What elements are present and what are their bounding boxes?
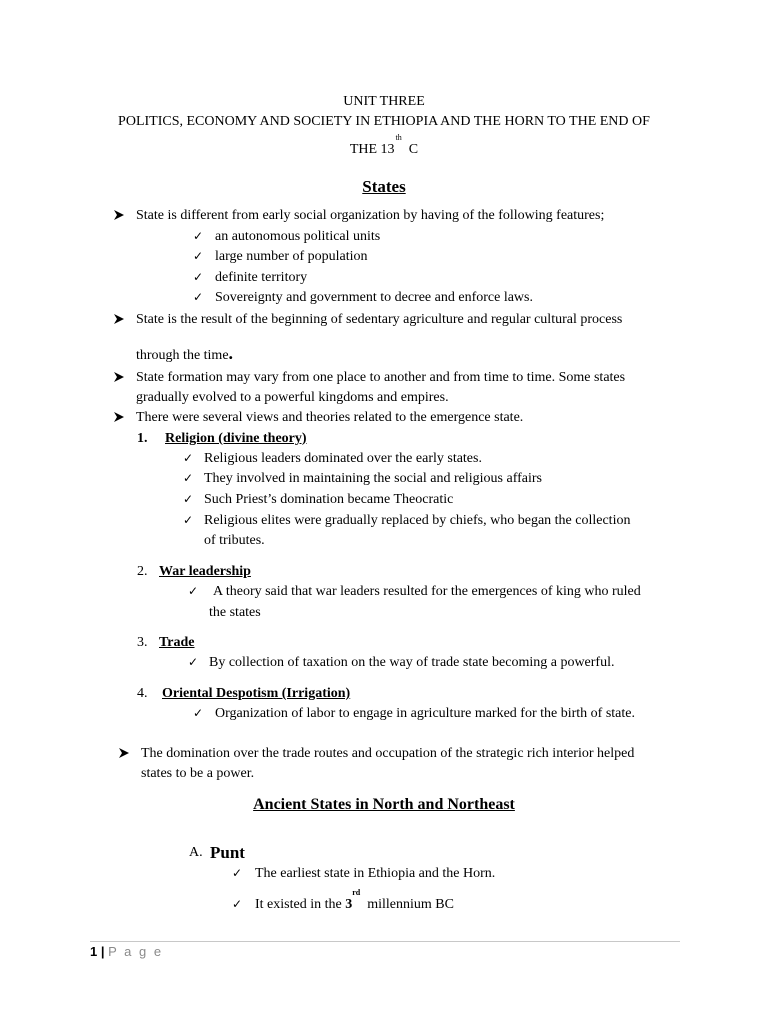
feature-item: definite territory <box>215 270 308 285</box>
title-suffix: C <box>408 142 419 157</box>
theory-point-continued: the states <box>209 605 261 620</box>
check-icon: ✓ <box>193 229 204 243</box>
check-icon: ✓ <box>183 492 194 506</box>
feature-item: Sovereignty and government to decree and enforce laws. <box>215 290 533 305</box>
feature-item: an autonomous political units <box>215 229 381 244</box>
states-bullet-4: There were several views and theories related to the emergence state. <box>136 410 524 425</box>
unit-label: UNIT THREE <box>343 94 425 109</box>
domination-line2: states to be a power. <box>141 766 255 781</box>
page-number: 1 <box>90 944 98 959</box>
ancient-states-heading: Ancient States in North and Northeast <box>253 796 515 813</box>
check-icon: ✓ <box>183 451 194 465</box>
theory-point: They involved in maintaining the social and religious affairs <box>204 471 542 486</box>
states-bullet-3-line1: State formation may vary from one place to another and from time to time. Some states <box>136 370 626 385</box>
punt-point-2 <box>255 888 454 912</box>
theory-point: A theory said that war leaders resulted for the emergences of king who ruled <box>213 584 641 599</box>
title-prefix: THE 13 <box>349 142 395 157</box>
states-bullet-1: State is different from early social organization by having of the following features; <box>136 208 605 223</box>
punt-point-2-suffix: millennium BC <box>367 897 454 912</box>
page-footer <box>90 945 163 958</box>
theory-1-title: Religion (divine theory) <box>165 431 307 446</box>
check-icon: ✓ <box>193 249 204 263</box>
theory-point: Such Priest’s domination became Theocratic <box>204 492 454 507</box>
page-word: P a g e <box>108 944 164 959</box>
bullet-2-text: through the time <box>136 348 229 363</box>
theory-point-continued: of tributes. <box>204 533 265 548</box>
check-icon: ✓ <box>193 270 204 284</box>
theory-3-title: Trade <box>159 635 195 650</box>
check-icon: ✓ <box>232 897 243 911</box>
feature-item: large number of population <box>215 249 368 264</box>
theory-point: By collection of taxation on the way of trade state becoming a powerful. <box>209 655 615 670</box>
arrow-bullet-icon <box>118 747 130 759</box>
check-icon: ✓ <box>183 513 194 527</box>
punt-point-2-prefix: It existed in the <box>255 897 342 912</box>
arrow-bullet-icon <box>113 371 125 383</box>
theory-point: Organization of labor to engage in agriculture marked for the birth of state. <box>215 706 635 721</box>
footer-divider <box>90 941 680 942</box>
footer-separator: | <box>100 944 105 959</box>
punt-point-2-superscript: rd <box>352 888 361 897</box>
punt-point-1: The earliest state in Ethiopia and the Horn. <box>255 866 496 881</box>
punt-point-2-number: 3 <box>345 897 353 912</box>
title-superscript: th <box>395 133 402 142</box>
states-bullet-2-line2: through the time. <box>136 343 234 363</box>
theory-2-number: 2. <box>137 564 148 579</box>
check-icon: ✓ <box>232 866 243 880</box>
check-icon: ✓ <box>188 655 199 669</box>
states-bullet-2-line1: State is the result of the beginning of sedentary agriculture and regular cultural process <box>136 312 623 327</box>
punt-label: A. <box>189 845 203 860</box>
theory-2-title: War leadership <box>159 564 251 579</box>
theory-1-number: 1. <box>137 431 148 446</box>
check-icon: ✓ <box>183 471 194 485</box>
theory-4-number: 4. <box>137 686 148 701</box>
arrow-bullet-icon <box>113 411 125 423</box>
unit-title-line1: POLITICS, ECONOMY AND SOCIETY IN ETHIOPIA AND THE HORN TO THE END OF <box>118 114 650 129</box>
check-icon: ✓ <box>193 706 204 720</box>
theory-point: Religious elites were gradually replaced by chiefs, who began the collection <box>204 513 631 528</box>
arrow-bullet-icon <box>113 209 125 221</box>
check-icon: ✓ <box>193 290 204 304</box>
theory-3-number: 3. <box>137 635 148 650</box>
unit-title-line2 <box>0 133 768 157</box>
theory-4-title: Oriental Despotism (Irrigation) <box>162 686 351 701</box>
domination-line1: The domination over the trade routes and occupation of the strategic rich interior helped <box>141 746 635 761</box>
theory-point: Religious leaders dominated over the early states. <box>204 451 482 466</box>
punt-title: Punt <box>210 843 245 862</box>
check-icon: ✓ <box>188 584 199 598</box>
arrow-bullet-icon <box>113 313 125 325</box>
states-heading: States <box>362 177 406 196</box>
states-bullet-3-line2: gradually evolved to a powerful kingdoms and empires. <box>136 390 449 405</box>
